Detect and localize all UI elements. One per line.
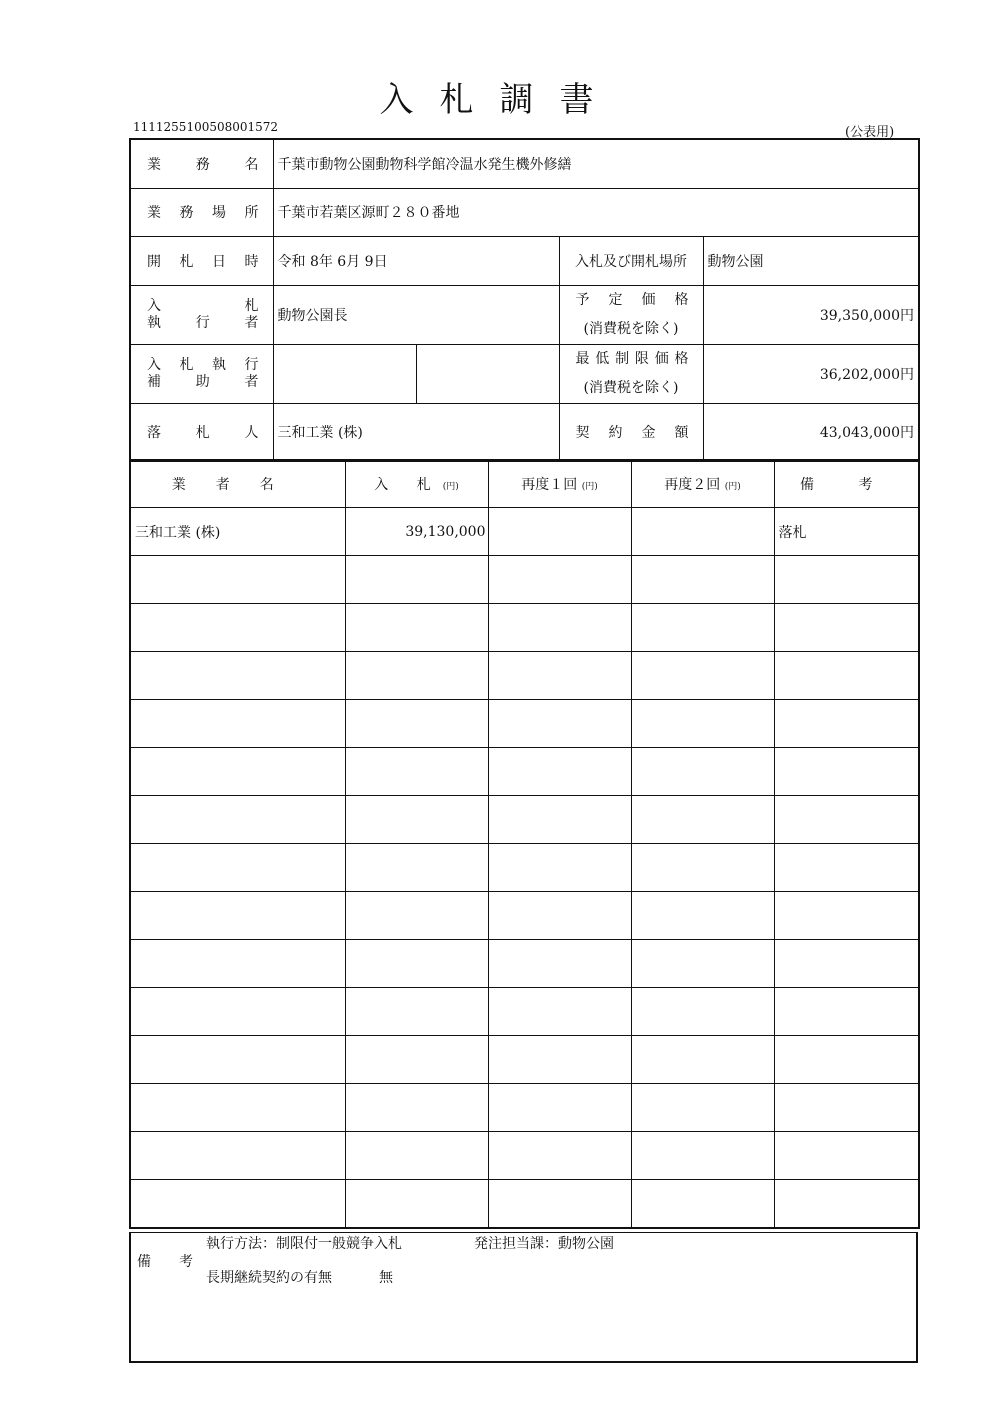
- remarks-long-term-label: 長期継続契約の有無: [206, 1270, 332, 1286]
- bid-cell-retry2: [631, 652, 774, 700]
- col-note-label: 備 考: [800, 476, 893, 493]
- place-label: 入札及び開札場所: [559, 236, 703, 285]
- col-company-label: 業者名: [171, 476, 304, 493]
- col-company-header: [130, 460, 345, 508]
- unit-label: (円): [724, 481, 741, 492]
- bid-cell-bid: [345, 1084, 488, 1132]
- col-retry2-header: [631, 460, 774, 508]
- bid-cell-bid: [345, 1180, 488, 1229]
- bid-cell-retry1: [488, 508, 631, 556]
- remarks-long-term-value: 無: [379, 1270, 393, 1286]
- col-retry1-header: [488, 460, 631, 508]
- bid-cell-note: [774, 1036, 919, 1084]
- remarks-label: 備考: [137, 1254, 221, 1270]
- bid-cell-retry1: [488, 988, 631, 1036]
- table-row: [130, 652, 919, 700]
- bid-cell-company: [130, 748, 345, 796]
- rakusatsunin-label: 落札人: [130, 403, 273, 461]
- bid-cell-note: [774, 1180, 919, 1229]
- header-table: [129, 138, 920, 462]
- bid-cell-retry1: [488, 1132, 631, 1180]
- bid-cell-retry2: [631, 748, 774, 796]
- bid-cell-note: [774, 940, 919, 988]
- shikkosha-label: [130, 285, 273, 344]
- bid-cell-retry2: [631, 844, 774, 892]
- saitei-label-line2: (消費税を除く): [583, 379, 679, 396]
- kaisatsu-nichiji-value: 令和 8年 6月 9日: [273, 236, 559, 285]
- hojosha-label-line2: 補助者: [147, 373, 259, 390]
- bid-cell-retry2: [631, 796, 774, 844]
- kaisatsu-nichiji-label: 開札日時: [130, 236, 273, 285]
- bid-cell-note: [774, 700, 919, 748]
- table-row: [130, 508, 919, 556]
- remarks-method: 執行方法：制限付一般競争入札: [206, 1236, 402, 1252]
- keiyaku-kingaku-label: 契約金額: [559, 403, 703, 461]
- bid-cell-bid: [345, 1036, 488, 1084]
- bid-cell-note: [774, 844, 919, 892]
- bid-cell-bid: [345, 940, 488, 988]
- bid-cell-bid: [345, 604, 488, 652]
- bid-cell-bid: [345, 700, 488, 748]
- bid-cell-retry1: [488, 1084, 631, 1132]
- table-row: [130, 1036, 919, 1084]
- bid-cell-retry2: [631, 940, 774, 988]
- bid-cell-note: [774, 892, 919, 940]
- bid-cell-retry2: [631, 604, 774, 652]
- bid-cell-company: [130, 844, 345, 892]
- bid-cell-note: [774, 988, 919, 1036]
- bid-cell-bid: [345, 988, 488, 1036]
- table-row: [130, 844, 919, 892]
- public-use-label: (公表用): [845, 125, 895, 140]
- table-row: [130, 556, 919, 604]
- hojosha-value-2: [416, 344, 559, 403]
- col-bid-label: 入 札: [374, 476, 443, 493]
- bid-cell-bid: [345, 844, 488, 892]
- bid-cell-bid: [345, 892, 488, 940]
- table-row: [130, 604, 919, 652]
- bid-cell-bid: [345, 556, 488, 604]
- unit-label: (円): [442, 481, 459, 492]
- bid-cell-retry1: [488, 1036, 631, 1084]
- yotei-kakaku-value: 39,350,000円: [703, 285, 919, 344]
- table-row: [130, 988, 919, 1036]
- bid-cell-bid: [345, 1132, 488, 1180]
- table-row: [130, 700, 919, 748]
- bid-cell-retry2: [631, 508, 774, 556]
- bid-cell-company: [130, 1180, 345, 1229]
- bid-cell-retry1: [488, 748, 631, 796]
- table-row: [130, 1084, 919, 1132]
- bid-cell-retry1: [488, 844, 631, 892]
- place-value: 動物公園: [703, 236, 919, 285]
- bid-cell-bid: [345, 652, 488, 700]
- bid-cell-retry2: [631, 700, 774, 748]
- bid-cell-company: [130, 604, 345, 652]
- bid-cell-retry1: [488, 796, 631, 844]
- yotei-label-line1: 予定価格: [575, 291, 689, 308]
- bid-cell-bid: 39,130,000: [345, 508, 488, 556]
- gyomu-mei-value: 千葉市動物公園動物科学館冷温水発生機外修繕: [273, 139, 919, 188]
- remarks-dept: 発注担当課：動物公園: [474, 1236, 614, 1252]
- bid-cell-retry2: [631, 988, 774, 1036]
- shikkosha-label-line2: 執行者: [147, 314, 259, 331]
- bid-cell-company: 三和工業 (株): [130, 508, 345, 556]
- col-retry1-label: 再度１回: [521, 476, 578, 493]
- table-row: [130, 1180, 919, 1229]
- bid-cell-company: [130, 1036, 345, 1084]
- bid-cell-company: [130, 1132, 345, 1180]
- bid-cell-retry1: [488, 700, 631, 748]
- bid-cell-note: [774, 1132, 919, 1180]
- col-bid-header: [345, 460, 488, 508]
- bid-cell-retry1: [488, 940, 631, 988]
- bid-cell-company: [130, 940, 345, 988]
- bid-cell-retry1: [488, 604, 631, 652]
- bid-cell-retry2: [631, 892, 774, 940]
- bid-table: [129, 459, 920, 1229]
- bid-cell-retry2: [631, 1084, 774, 1132]
- gyomu-basho-label: 業務場所: [130, 188, 273, 236]
- bid-cell-retry1: [488, 892, 631, 940]
- gyomu-basho-value: 千葉市若葉区源町２８０番地: [273, 188, 919, 236]
- bid-cell-company: [130, 556, 345, 604]
- bid-cell-retry2: [631, 1132, 774, 1180]
- saitei-label-line1: 最低制限価格: [575, 350, 689, 367]
- bid-cell-company: [130, 700, 345, 748]
- bid-cell-retry1: [488, 652, 631, 700]
- saitei-kakaku-value: 36,202,000円: [703, 344, 919, 403]
- table-row: [130, 940, 919, 988]
- bid-cell-company: [130, 988, 345, 1036]
- col-note-header: [774, 460, 919, 508]
- bid-cell-company: [130, 892, 345, 940]
- col-retry2-label: 再度２回: [664, 476, 721, 493]
- shikkosha-label-line1: 入札: [147, 297, 259, 314]
- bid-cell-note: 落札: [774, 508, 919, 556]
- document-number: 1111255100508001572: [133, 120, 279, 134]
- bid-cell-note: [774, 604, 919, 652]
- hojosha-value-1: [273, 344, 416, 403]
- keiyaku-kingaku-value: 43,043,000円: [703, 403, 919, 461]
- hojosha-label: [130, 344, 273, 403]
- bid-cell-retry2: [631, 556, 774, 604]
- gyomu-mei-label: 業務名: [130, 139, 273, 188]
- bid-cell-retry1: [488, 556, 631, 604]
- bid-cell-company: [130, 652, 345, 700]
- bid-cell-note: [774, 796, 919, 844]
- bid-cell-note: [774, 748, 919, 796]
- bid-cell-note: [774, 556, 919, 604]
- table-row: [130, 748, 919, 796]
- bid-cell-retry2: [631, 1180, 774, 1229]
- bid-cell-bid: [345, 748, 488, 796]
- saitei-kakaku-label: [559, 344, 703, 403]
- bid-cell-retry2: [631, 1036, 774, 1084]
- yotei-kakaku-label: [559, 285, 703, 344]
- bid-cell-retry1: [488, 1180, 631, 1229]
- hojosha-label-line1: 入札執行: [147, 356, 259, 373]
- rakusatsunin-value: 三和工業 (株): [273, 403, 559, 461]
- table-row: [130, 796, 919, 844]
- bid-cell-note: [774, 1084, 919, 1132]
- bid-cell-note: [774, 652, 919, 700]
- yotei-label-line2: (消費税を除く): [583, 320, 679, 337]
- unit-label: (円): [581, 481, 598, 492]
- table-row: [130, 1132, 919, 1180]
- table-row: [130, 892, 919, 940]
- bid-cell-company: [130, 796, 345, 844]
- remarks-box: [129, 1232, 918, 1363]
- document-title: 入札調書: [379, 80, 620, 120]
- shikkosha-value: 動物公園長: [273, 285, 559, 344]
- bid-cell-company: [130, 1084, 345, 1132]
- bid-cell-bid: [345, 796, 488, 844]
